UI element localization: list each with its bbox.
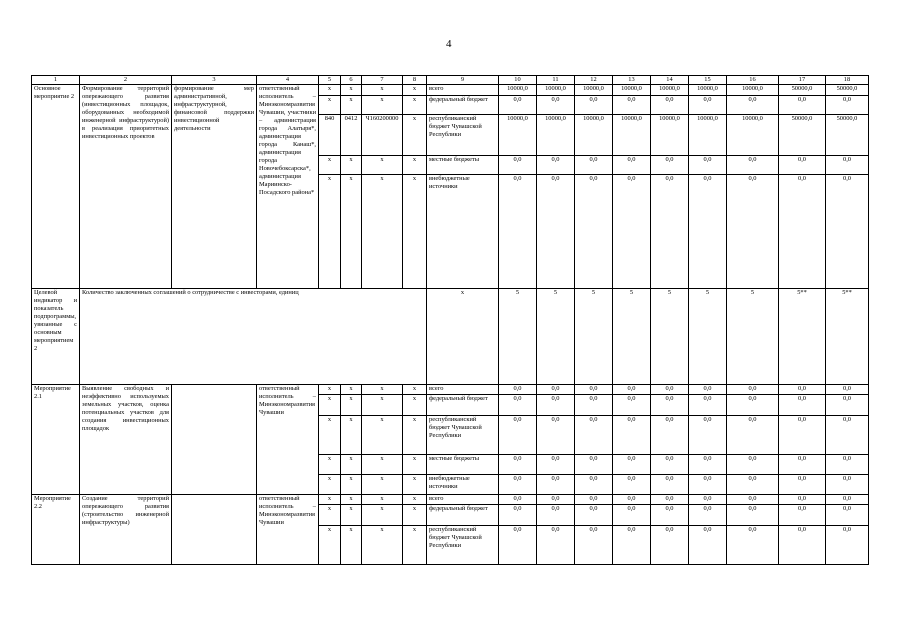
funding-value: 50000,0 (826, 115, 869, 156)
column-number: 3 (172, 76, 257, 85)
section-code: x (341, 395, 362, 416)
column-number: 18 (826, 76, 869, 85)
responsible-executor: ответственный исполнитель – Минэкономразвития Чувашии, участники – администрация города Алатыря*, администрация города Канаш*, администрация города Новочебоксарска*, администрация Мариинско-Посадского района* (257, 85, 319, 289)
funding-source: республиканский бюджет Чувашской Республики (427, 115, 499, 156)
column-number: 13 (613, 76, 651, 85)
section-code: x (341, 385, 362, 395)
funding-value: 0,0 (779, 475, 826, 495)
indicator-unit-mark: x (427, 289, 499, 385)
expense-group-code: x (403, 475, 427, 495)
funding-value: 0,0 (537, 495, 575, 505)
funding-value: 0,0 (727, 395, 779, 416)
expense-group-code: x (403, 455, 427, 475)
target-article-code: x (362, 395, 403, 416)
funding-value: 0,0 (651, 96, 689, 115)
expense-group-code: x (403, 395, 427, 416)
target-article-code: x (362, 156, 403, 175)
funding-value: 0,0 (826, 416, 869, 455)
target-article-code: x (362, 505, 403, 526)
funding-value: 10000,0 (537, 115, 575, 156)
column-number: 15 (689, 76, 727, 85)
indicator-value: 5 (727, 289, 779, 385)
funding-source: федеральный бюджет (427, 96, 499, 115)
funding-source: всего (427, 385, 499, 395)
column-number: 16 (727, 76, 779, 85)
funding-value: 0,0 (575, 395, 613, 416)
funding-value: 0,0 (651, 495, 689, 505)
indicator-text: Количество заключенных соглашений о сотрудничестве с инвесторами, единиц (80, 289, 427, 385)
funding-value: 0,0 (727, 526, 779, 565)
column-number: 8 (403, 76, 427, 85)
funding-value: 0,0 (613, 416, 651, 455)
funding-value: 0,0 (779, 96, 826, 115)
section-code: x (341, 505, 362, 526)
target-article-code: x (362, 175, 403, 289)
funding-value: 10000,0 (499, 115, 537, 156)
grbs-code: x (319, 85, 341, 96)
target-article-code: x (362, 85, 403, 96)
funding-value: 0,0 (727, 175, 779, 289)
funding-value: 0,0 (826, 455, 869, 475)
funding-source: федеральный бюджет (427, 505, 499, 526)
funding-value: 0,0 (613, 175, 651, 289)
funding-value: 0,0 (779, 505, 826, 526)
target-article-code: x (362, 416, 403, 455)
funding-value: 0,0 (779, 455, 826, 475)
grbs-code: x (319, 96, 341, 115)
funding-value: 0,0 (613, 455, 651, 475)
section-code: x (341, 175, 362, 289)
funding-value: 0,0 (826, 505, 869, 526)
funding-value: 0,0 (575, 96, 613, 115)
funding-source: внебюджетные источники (427, 475, 499, 495)
expense-group-code: x (403, 505, 427, 526)
funding-value: 0,0 (575, 175, 613, 289)
column-number: 4 (257, 76, 319, 85)
funding-value: 0,0 (613, 505, 651, 526)
column-number: 5 (319, 76, 341, 85)
funding-value: 0,0 (779, 385, 826, 395)
target-article-code: x (362, 455, 403, 475)
target-article-code: x (362, 475, 403, 495)
funding-value: 0,0 (727, 495, 779, 505)
section-code: x (341, 416, 362, 455)
funding-value: 0,0 (689, 175, 727, 289)
indicator-value: 5 (575, 289, 613, 385)
funding-value: 10000,0 (651, 85, 689, 96)
grbs-code: 840 (319, 115, 341, 156)
funding-value: 0,0 (651, 385, 689, 395)
funding-value: 0,0 (575, 385, 613, 395)
indicator-row (32, 289, 869, 385)
expense-group-code: x (403, 85, 427, 96)
target-article-code: Ч160200000 (362, 115, 403, 156)
funding-value: 0,0 (575, 475, 613, 495)
measure-label: Мероприятие 2.2 (32, 495, 80, 565)
table-row (32, 495, 869, 505)
grbs-code: x (319, 156, 341, 175)
funding-value: 0,0 (779, 416, 826, 455)
funding-value: 0,0 (575, 416, 613, 455)
target-article-code: x (362, 385, 403, 395)
funding-value: 0,0 (727, 475, 779, 495)
funding-value: 0,0 (613, 475, 651, 495)
expected-result (172, 385, 257, 495)
funding-value: 0,0 (499, 495, 537, 505)
column-number: 17 (779, 76, 826, 85)
funding-value: 0,0 (575, 455, 613, 475)
funding-value: 0,0 (499, 175, 537, 289)
funding-value: 0,0 (826, 385, 869, 395)
funding-value: 0,0 (779, 526, 826, 565)
funding-value: 0,0 (826, 475, 869, 495)
section-code: x (341, 96, 362, 115)
funding-value: 0,0 (689, 475, 727, 495)
funding-value: 0,0 (826, 526, 869, 565)
funding-value: 0,0 (499, 505, 537, 526)
funding-source: республиканский бюджет Чувашской Республики (427, 526, 499, 565)
funding-value: 0,0 (727, 385, 779, 395)
funding-value: 0,0 (499, 156, 537, 175)
funding-value: 10000,0 (575, 85, 613, 96)
funding-value: 0,0 (499, 455, 537, 475)
funding-value: 0,0 (499, 475, 537, 495)
grbs-code: x (319, 505, 341, 526)
grbs-code: x (319, 416, 341, 455)
funding-value: 0,0 (826, 175, 869, 289)
funding-value: 0,0 (689, 505, 727, 526)
page-number: 4 (446, 38, 452, 50)
funding-value: 0,0 (537, 416, 575, 455)
funding-value: 0,0 (537, 96, 575, 115)
grbs-code: x (319, 526, 341, 565)
funding-value: 0,0 (537, 526, 575, 565)
column-number: 14 (651, 76, 689, 85)
expense-group-code: x (403, 96, 427, 115)
funding-value: 0,0 (613, 385, 651, 395)
funding-value: 0,0 (499, 395, 537, 416)
funding-value: 0,0 (689, 96, 727, 115)
funding-value: 0,0 (575, 526, 613, 565)
measure-description: Создание территорий опережающего развития (строительство инженерной инфраструктуры) (80, 495, 172, 565)
expense-group-code: x (403, 526, 427, 565)
funding-value: 0,0 (537, 385, 575, 395)
section-code: x (341, 495, 362, 505)
target-article-code: x (362, 526, 403, 565)
budget-table (31, 75, 869, 565)
funding-value: 10000,0 (499, 85, 537, 96)
grbs-code: x (319, 395, 341, 416)
funding-value: 10000,0 (613, 115, 651, 156)
section-code: x (341, 475, 362, 495)
column-number: 12 (575, 76, 613, 85)
funding-value: 0,0 (779, 395, 826, 416)
table-body (32, 76, 869, 565)
target-article-code: x (362, 96, 403, 115)
indicator-value: 5** (779, 289, 826, 385)
funding-value: 0,0 (499, 526, 537, 565)
funding-value: 0,0 (727, 96, 779, 115)
indicator-value: 5** (826, 289, 869, 385)
funding-value: 0,0 (499, 96, 537, 115)
section-code: x (341, 526, 362, 565)
funding-value: 0,0 (613, 526, 651, 565)
funding-value: 0,0 (689, 495, 727, 505)
indicator-label: Целевой индикатор и показатель подпрограммы, увязанные с основным мероприятием 2 (32, 289, 80, 385)
expected-result (172, 495, 257, 565)
funding-value: 10000,0 (727, 115, 779, 156)
section-code: 0412 (341, 115, 362, 156)
indicator-value: 5 (689, 289, 727, 385)
funding-value: 0,0 (613, 495, 651, 505)
indicator-value: 5 (651, 289, 689, 385)
funding-value: 0,0 (575, 495, 613, 505)
funding-value: 0,0 (727, 505, 779, 526)
funding-value: 0,0 (651, 416, 689, 455)
funding-source: федеральный бюджет (427, 395, 499, 416)
indicator-value: 5 (537, 289, 575, 385)
column-number: 10 (499, 76, 537, 85)
funding-value: 0,0 (779, 156, 826, 175)
column-number: 9 (427, 76, 499, 85)
measure-label: Мероприятие 2.1 (32, 385, 80, 495)
funding-value: 0,0 (537, 395, 575, 416)
funding-value: 10000,0 (537, 85, 575, 96)
funding-value: 50000,0 (779, 115, 826, 156)
funding-value: 0,0 (727, 416, 779, 455)
funding-value: 0,0 (779, 175, 826, 289)
funding-value: 0,0 (651, 475, 689, 495)
funding-value: 0,0 (651, 526, 689, 565)
funding-value: 0,0 (826, 96, 869, 115)
expense-group-code: x (403, 175, 427, 289)
funding-value: 50000,0 (779, 85, 826, 96)
funding-value: 10000,0 (575, 115, 613, 156)
funding-value: 0,0 (537, 156, 575, 175)
funding-value: 0,0 (613, 395, 651, 416)
funding-value: 50000,0 (826, 85, 869, 96)
funding-value: 0,0 (727, 455, 779, 475)
funding-value: 0,0 (727, 156, 779, 175)
funding-value: 0,0 (689, 526, 727, 565)
funding-value: 0,0 (575, 156, 613, 175)
funding-value: 0,0 (651, 175, 689, 289)
grbs-code: x (319, 385, 341, 395)
table-row (32, 85, 869, 96)
funding-value: 0,0 (826, 156, 869, 175)
table-row (32, 385, 869, 395)
funding-source: всего (427, 85, 499, 96)
measure-description: Выявление свободных и неэффективно используемых земельных участков, оценка потенциальных участков для создания инвестиционных площадок (80, 385, 172, 495)
funding-value: 0,0 (826, 395, 869, 416)
target-article-code: x (362, 495, 403, 505)
header-row (32, 76, 869, 85)
column-number: 11 (537, 76, 575, 85)
funding-value: 0,0 (689, 395, 727, 416)
expense-group-code: x (403, 115, 427, 156)
measure-description: Формирование территорий опережающего развития (инвестиционных площадок, оборудованных необходимой инженерной инфраструктурой) в реализация приоритетных инвестиционных проектов (80, 85, 172, 289)
funding-value: 0,0 (651, 455, 689, 475)
funding-value: 0,0 (689, 416, 727, 455)
funding-source: всего (427, 495, 499, 505)
funding-value: 0,0 (651, 505, 689, 526)
funding-value: 0,0 (537, 505, 575, 526)
funding-value: 0,0 (537, 175, 575, 289)
funding-value: 0,0 (651, 156, 689, 175)
funding-value: 10000,0 (689, 85, 727, 96)
funding-value: 10000,0 (613, 85, 651, 96)
funding-value: 0,0 (779, 495, 826, 505)
expected-result: формирование мер административной, инфраструктурной, финансовой поддержки инвестиционной деятельности (172, 85, 257, 289)
measure-label: Основное мероприятие 2 (32, 85, 80, 289)
column-number: 2 (80, 76, 172, 85)
section-code: x (341, 85, 362, 96)
grbs-code: x (319, 495, 341, 505)
expense-group-code: x (403, 156, 427, 175)
funding-value: 0,0 (499, 385, 537, 395)
expense-group-code: x (403, 385, 427, 395)
grbs-code: x (319, 455, 341, 475)
funding-value: 0,0 (651, 395, 689, 416)
funding-value: 0,0 (613, 156, 651, 175)
expense-group-code: x (403, 495, 427, 505)
funding-value: 10000,0 (727, 85, 779, 96)
section-code: x (341, 156, 362, 175)
funding-source: местные бюджеты (427, 156, 499, 175)
indicator-value: 5 (499, 289, 537, 385)
section-code: x (341, 455, 362, 475)
column-number: 6 (341, 76, 362, 85)
funding-source: местные бюджеты (427, 455, 499, 475)
responsible-executor: ответственный исполнитель – Минэкономразвития Чувашии (257, 385, 319, 495)
funding-source: внебюджетные источники (427, 175, 499, 289)
funding-value: 0,0 (613, 96, 651, 115)
responsible-executor: ответственный исполнитель – Минэкономразвития Чувашии (257, 495, 319, 565)
funding-source: республиканский бюджет Чувашской Республики (427, 416, 499, 455)
grbs-code: x (319, 475, 341, 495)
funding-value: 0,0 (537, 455, 575, 475)
indicator-value: 5 (613, 289, 651, 385)
grbs-code: x (319, 175, 341, 289)
funding-value: 0,0 (689, 156, 727, 175)
column-number: 1 (32, 76, 80, 85)
expense-group-code: x (403, 416, 427, 455)
funding-value: 0,0 (499, 416, 537, 455)
funding-value: 0,0 (689, 385, 727, 395)
funding-value: 0,0 (575, 505, 613, 526)
funding-value: 10000,0 (689, 115, 727, 156)
funding-value: 0,0 (826, 495, 869, 505)
funding-value: 10000,0 (651, 115, 689, 156)
column-number: 7 (362, 76, 403, 85)
funding-value: 0,0 (537, 475, 575, 495)
funding-value: 0,0 (689, 455, 727, 475)
